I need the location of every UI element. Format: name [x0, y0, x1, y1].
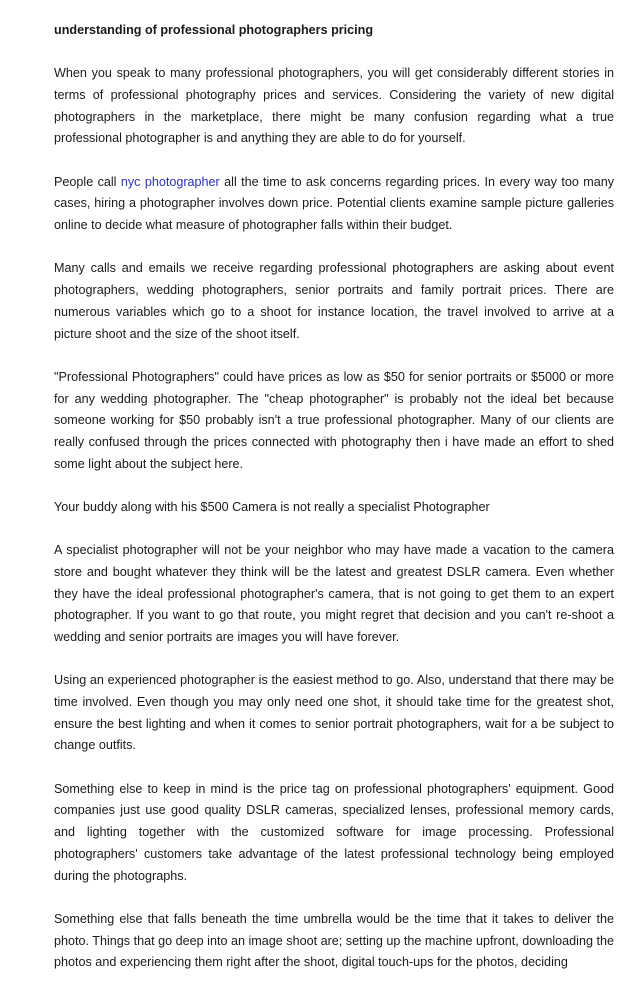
paragraph-1: When you speak to many professional photographers, you will get considerably different stories in terms of professional photography prices and services. Considering the variety of new digital photographers in the marketplace, there might be many confusion regarding what a true professional photographer is and anything they are able to do for yourself. [54, 66, 614, 146]
paragraph-7: Using an experienced photographer is the easiest method to go. Also, understand that there may be time involved. Even though you may only need one shot, it should take time for the greatest shot, ensure the best lighting and when it comes to senior portrait photographers, wait for a be subject to change outfits. [54, 673, 614, 753]
paragraph-6: A specialist photographer will not be your neighbor who may have made a vacation to the camera store and bought whatever they think will be the latest and greatest DSLR camera. Even whether they have the ideal professional photographer's camera, that is not going to get them to an expert photographer. If you want to go that route, you might regret that decision and you can't re-shoot a wedding and senior portraits are images you will have forever. [54, 543, 614, 645]
paragraph-4: "Professional Photographers" could have prices as low as $50 for senior portraits or $5000 or more for any wedding photographer. The "cheap photographer" is probably not the ideal bet because someone working for $50 probably isn't a true professional photographer. Many of our clients are really confused through the prices connected with photography then i have made an effort to shed some light about the subject here. [54, 369, 614, 471]
nyc-photographer-link[interactable]: nyc photographer [120, 174, 220, 189]
paragraph-2 [54, 172, 614, 237]
document-title: understanding of professional photographers pricing [54, 23, 374, 37]
paragraph-5-subheading: Your buddy along with his $500 Camera is not really a specialist Photographer [54, 499, 490, 514]
paragraph-2-text-after: all the time to ask concerns regarding prices. In every way too many cases, hiring a photographer involves down price. Potential clients examine sample picture galleries online to decide what measure of photographer falls within their budget. [54, 174, 615, 233]
paragraph-8: Something else to keep in mind is the price tag on professional photographers' equipment. Good companies just use good quality DSLR cameras, specialized lenses, professional memory cards, and lighting together with the customized software for image processing. Professional photographers' customers take advantage of the latest professional technology being employed during the photographs. [54, 781, 614, 883]
paragraph-3: Many calls and emails we receive regarding professional photographers are asking about event photographers, wedding photographers, senior portraits and family portrait prices. There are numerous variables which go to a shoot for instance location, the travel involved to arrive at a picture shoot and the size of the shoot itself. [54, 261, 614, 341]
document-page [54, 20, 614, 996]
paragraph-2-text-before: People call [54, 174, 121, 189]
paragraph-9: Something else that falls beneath the time umbrella would be the time that it takes to deliver the photo. Things that go deep into an image shoot are; setting up the machine upfront, downloading the photos and experiencing them right after the shoot, digital touch-ups for the photos, deciding [54, 911, 614, 970]
